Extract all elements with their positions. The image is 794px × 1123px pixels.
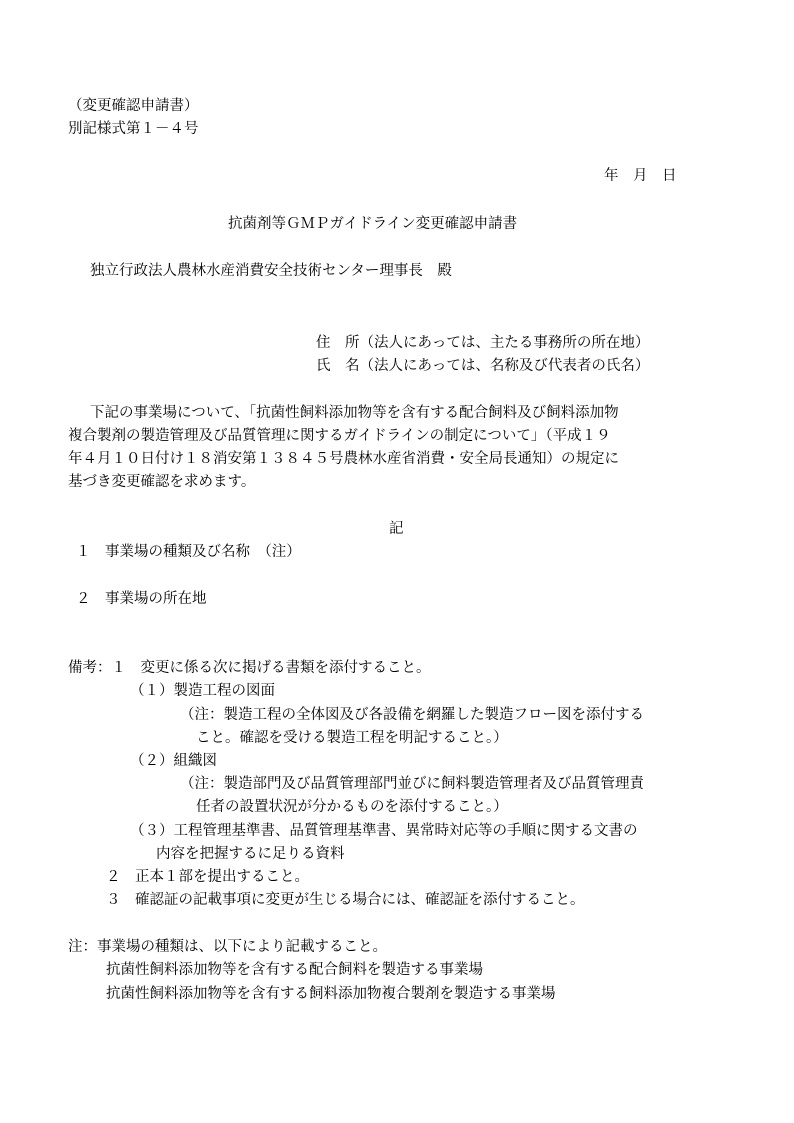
- remark-sub-2-note: （注：製造部門及び品質管理部門並びに飼料製造管理者及び品質管理責: [180, 776, 644, 792]
- body-line: 年４月１０日付け１８消安第１３８４５号農林水産省消費・安全局長通知）の規定に: [68, 451, 619, 467]
- addressee: 独立行政法人農林水産消費安全技術センター理事長 殿: [90, 263, 452, 279]
- remark-sub-2: （２）組織図: [130, 753, 217, 769]
- applicant-address: 住 所（法人にあっては、主たる事務所の所在地）: [316, 335, 650, 351]
- body-line: 下記の事業場について、「抗菌性飼料添加物等を含有する配合飼料及び飼料添加物: [90, 405, 619, 421]
- remark-sub-1: （１）製造工程の図面: [130, 683, 275, 699]
- date-field: 年 月 日: [604, 168, 677, 184]
- ki-heading: 記: [389, 521, 404, 537]
- remark-2: ２ 正本１部を提出すること。: [106, 869, 309, 885]
- remark-sub-3: 内容を把握するに足りる資料: [156, 846, 345, 862]
- remark-3: ３ 確認証の記載事項に変更が生じる場合には、確認証を添付すること。: [106, 892, 585, 908]
- document-title: 抗菌剤等ＧＭＰガイドライン変更確認申請書: [228, 216, 518, 232]
- note-item: 抗菌性飼料添加物等を含有する配合飼料を製造する事業場: [106, 962, 483, 978]
- remark-1: 備考：１ 変更に係る次に掲げる書類を添付すること。: [68, 660, 431, 676]
- remark-sub-2-note: 任者の設置状況が分かるものを添付すること。）: [196, 799, 508, 815]
- item-business-location: ２ 事業場の所在地: [76, 591, 207, 607]
- body-line: 複合製剤の製造管理及び品質管理に関するガイドラインの制定について」（平成１９: [68, 428, 611, 444]
- remark-sub-3: （３）工程管理基準書、品質管理基準書、異常時対応等の手順に関する文書の: [130, 823, 638, 839]
- applicant-name: 氏 名（法人にあっては、名称及び代表者の氏名）: [316, 358, 650, 374]
- remark-sub-1-note: （注：製造工程の全体図及び各設備を網羅した製造フロー図を添付する: [180, 707, 644, 723]
- note-item: 抗菌性飼料添加物等を含有する飼料添加物複合製剤を製造する事業場: [106, 986, 556, 1002]
- form-number: 別記様式第１－４号: [68, 121, 199, 137]
- note-heading: 注：事業場の種類は、以下により記載すること。: [68, 939, 387, 955]
- item-business-type: １ 事業場の種類及び名称 （注）: [76, 544, 301, 560]
- doc-type-label: （変更確認申請書）: [68, 98, 199, 114]
- body-line: 基づき変更確認を求めます。: [68, 474, 256, 490]
- remark-sub-1-note: こと。確認を受ける製造工程を明記すること。）: [196, 730, 508, 746]
